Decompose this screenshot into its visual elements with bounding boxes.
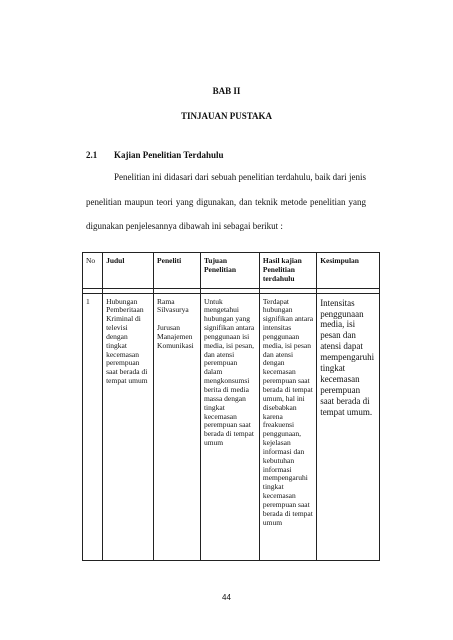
- section-heading: [86, 150, 224, 160]
- section-title: Kajian Penelitian Terdahulu: [114, 150, 224, 160]
- paragraph-line-2: penelitian maupun teori yang digunakan, dan teknik metode penelitian yang: [86, 197, 366, 207]
- header-kesimpulan: Kesimpulan: [317, 253, 380, 289]
- cell-peneliti: [154, 293, 201, 560]
- paragraph-line-3: digunakan penjelesannya dibawah ini sebagai berikut :: [86, 221, 283, 231]
- chapter-title: TINJAUAN PUSTAKA: [180, 111, 273, 121]
- cell-judul: Hubungan Pemberitaan Kriminal di televisi dengan tingkat kecemasan perempuan saat berada di tempat umum: [103, 293, 154, 560]
- chapter-heading: BAB II: [212, 86, 241, 96]
- cell-hasil: Terdapat hubungan signifikan antara intensitas penggunaan media, isi pesan dan atensi dengan kecemasan perempuan saat berada di tempat umum, hal ini disebabkan karena freakuensi penggunaan, kejelasan informasi dan kebutuhan informasi mempengaruhi tingkat kecemasan perempuan saat berada di tempat umum: [259, 293, 316, 560]
- peneliti-name: Rama Silvasurya: [157, 296, 189, 315]
- header-tujuan: Tujuan Penelitian: [200, 253, 259, 289]
- section-number: 2.1: [86, 150, 98, 160]
- paragraph-line-1: Penelitian ini didasari dari sebuah penelitian terdahulu, baik dari jenis: [114, 172, 366, 182]
- header-no: No: [83, 253, 103, 289]
- page-number: 44: [222, 593, 231, 602]
- cell-kesimpulan: Intensitas penggunaan media, isi pesan dan atensi dapat mempengaruhi tingkat kecemasan perempuan saat berada di tempat umum.: [317, 293, 380, 560]
- peneliti-department: Jurusan Manajemen Komunikasi: [157, 323, 194, 350]
- header-judul: Judul: [103, 253, 154, 289]
- cell-no: 1: [83, 293, 103, 560]
- cell-tujuan: Untuk mengetahui hubungan yang signifikan antara penggunaan isi media, isi pesan, dan atensi perempuan dalam mengkonsumsi berita di media massa dengan tingkat kecemasan perempuan saat berada di tempat umum: [200, 293, 259, 560]
- header-hasil: Hasil kajian Penelitian terdahulu: [259, 253, 316, 289]
- literature-review-table: [82, 252, 380, 561]
- header-peneliti: Peneliti: [154, 253, 201, 289]
- table-row: [83, 293, 380, 560]
- table-header-row: [83, 253, 380, 289]
